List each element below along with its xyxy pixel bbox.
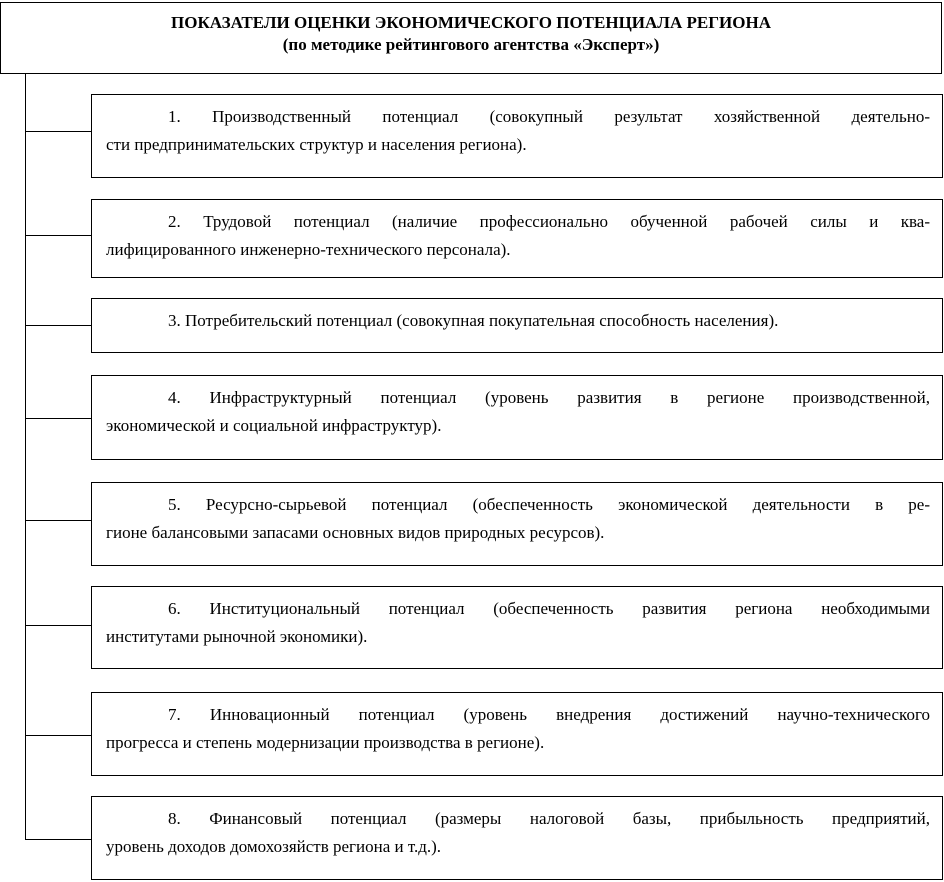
diagram-subtitle: (по методике рейтингового агентства «Эксперт») — [282, 35, 660, 54]
indicator-box-resources — [91, 482, 943, 566]
connector-4 — [25, 418, 92, 419]
indicator-text-line: 2. Трудовой потенциал (наличие профессионально обученной рабочей силы и ква- — [168, 212, 930, 231]
indicator-box-labor — [91, 199, 943, 278]
connector-6 — [25, 625, 92, 626]
indicator-box-institutional — [91, 586, 943, 669]
indicator-box-innovation — [91, 692, 943, 776]
indicator-text-line: экономической и социальной инфраструктур). — [106, 416, 442, 435]
connector-1 — [25, 131, 92, 132]
indicator-text-line: сти предпринимательских структур и населения региона). — [106, 135, 527, 154]
indicator-box-production — [91, 94, 943, 178]
diagram-title: ПОКАЗАТЕЛИ ОЦЕНКИ ЭКОНОМИЧЕСКОГО ПОТЕНЦИАЛА РЕГИОНА — [171, 13, 771, 32]
connector-5 — [25, 520, 92, 521]
indicator-text-line: 6. Институциональный потенциал (обеспеченность развития региона необходимыми — [168, 599, 930, 618]
indicator-text-line: институтами рыночной экономики). — [106, 627, 368, 646]
indicator-text-line: гионе балансовыми запасами основных видов природных ресурсов). — [106, 523, 605, 542]
tree-spine-line — [25, 74, 26, 839]
indicator-box-infrastructure — [91, 375, 943, 460]
connector-8 — [25, 839, 92, 840]
indicator-text-line: 3. Потребительский потенциал (совокупная покупательная способность населения). — [168, 311, 779, 330]
indicator-box-financial — [91, 796, 943, 880]
indicator-text-line: уровень доходов домохозяйств региона и т.д.). — [106, 837, 442, 856]
indicator-text-line: лифицированного инженерно-технического персонала). — [106, 240, 511, 259]
indicator-text-line: 8. Финансовый потенциал (размеры налоговой базы, прибыльность предприятий, — [168, 809, 930, 828]
indicator-text-line: прогресса и степень модернизации производства в регионе). — [106, 733, 545, 752]
connector-2 — [25, 235, 92, 236]
diagram-title-box — [0, 2, 942, 74]
indicator-text-line: 7. Инновационный потенциал (уровень внедрения достижений научно-технического — [168, 705, 930, 724]
indicator-box-consumer — [91, 298, 943, 353]
indicator-text-line: 5. Ресурсно-сырьевой потенциал (обеспеченность экономической деятельности в ре- — [168, 495, 930, 514]
indicator-text-line: 4. Инфраструктурный потенциал (уровень развития в регионе производственной, — [168, 388, 930, 407]
indicator-text-line: 1. Производственный потенциал (совокупный результат хозяйственной деятельно- — [168, 107, 930, 126]
connector-3 — [25, 325, 92, 326]
connector-7 — [25, 735, 92, 736]
